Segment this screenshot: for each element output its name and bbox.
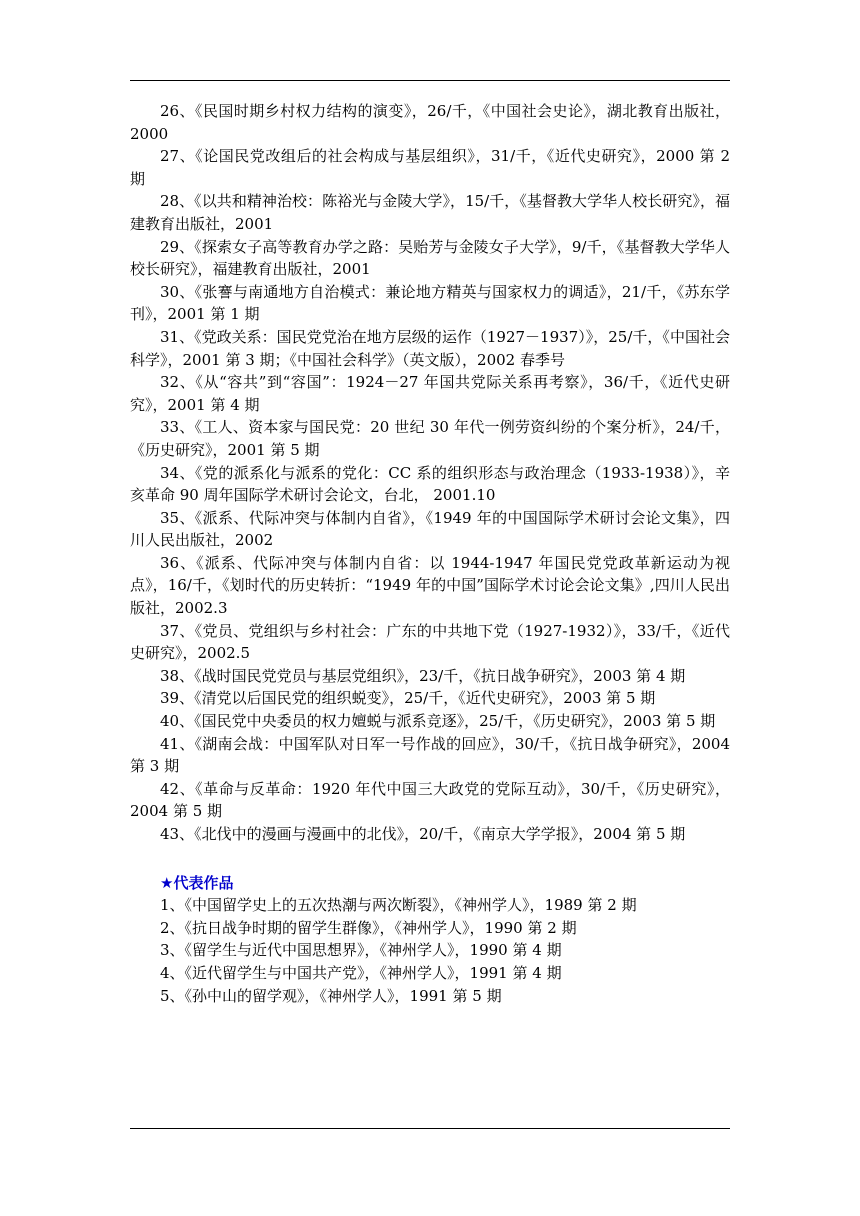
representative-works-list	[130, 894, 730, 1007]
document-body	[130, 100, 730, 1007]
section-spacer	[130, 846, 730, 872]
publication-entry: 42、《革命与反革命：1920 年代中国三大政党的党际互动》，30/千，《历史研究》，2004 第 5 期	[130, 779, 730, 821]
section-heading-representative-works	[160, 872, 730, 895]
publication-entry: 39、《清党以后国民党的组织蜕变》，25/千，《近代史研究》，2003 第 5 期	[160, 689, 656, 708]
representative-work-item: 1、《中国留学史上的五次热潮与两次断裂》，《神州学人》，1989 第 2 期	[160, 896, 637, 915]
publication-entry: 43、《北伐中的漫画与漫画中的北伐》，20/千，《南京大学学报》，2004 第 5 期	[160, 825, 686, 843]
footer-rule	[130, 1128, 730, 1129]
representative-work-item: 3、《留学生与近代中国思想界》，《神州学人》，1990 第 4 期	[160, 941, 562, 960]
publication-entry: 34、《党的派系化与派系的党化：CC 系的组织形态与政治理念（1933-1938）》，辛亥革命 90 周年国际学术研讨会论文，台北， 2001.10	[130, 463, 730, 505]
publication-entry: 26、《民国时期乡村权力结构的演变》，26/千，《中国社会史论》，湖北教育出版社，2000	[130, 102, 730, 143]
publication-entry: 32、《从“容共”到“容国”：1924－27 年国共党际关系再考察》，36/千，《近代史研究》，2001 第 4 期	[130, 373, 730, 414]
publication-entry: 36、《派系、代际冲突与体制内自省：以 1944-1947 年国民党党政革新运动为视点》，16/千，《划时代的历史转折：“1949 年的中国”国际学术讨论会论文集》,四川人民出版社，2002.3	[130, 553, 730, 618]
star-icon: ★	[160, 873, 174, 892]
publication-entry: 41、《湖南会战：中国军队对日军一号作战的回应》，30/千，《抗日战争研究》，2004 第 3 期	[130, 734, 730, 776]
representative-work-item: 5、《孙中山的留学观》，《神州学人》，1991 第 5 期	[160, 986, 502, 1005]
publication-entry: 29、《探索女子高等教育办学之路：吴贻芳与金陵女子大学》，9/千，《基督教大学华人校长研究》，福建教育出版社，2001	[130, 237, 730, 279]
publication-entry: 33、《工人、资本家与国民党：20 世纪 30 年代一例劳资纠纷的个案分析》，24/千，《历史研究》，2001 第 5 期	[130, 418, 730, 459]
publication-list	[130, 100, 730, 846]
publication-entry: 35、《派系、代际冲突与体制内自省》，《1949 年的中国国际学术研讨会论文集》，四川人民出版社，2002	[130, 508, 730, 550]
section-heading-label: 代表作品	[173, 873, 234, 892]
publication-entry: 28、《以共和精神治校：陈裕光与金陵大学》，15/千，《基督教大学华人校长研究》，福建教育出版社，2001	[130, 192, 730, 233]
representative-work-item: 2、《抗日战争时期的留学生群像》，《神州学人》，1990 第 2 期	[160, 918, 577, 937]
representative-work-item: 4、《近代留学生与中国共产党》，《神州学人》，1991 第 4 期	[160, 963, 562, 982]
publication-entry: 30、《张謇与南通地方自治模式：兼论地方精英与国家权力的调适》，21/千，《苏东学刊》，2001 第 1 期	[130, 282, 730, 324]
publication-entry: 27、《论国民党改组后的社会构成与基层组织》，31/千，《近代史研究》，2000 第 2 期	[130, 147, 731, 188]
publication-entry: 31、《党政关系：国民党党治在地方层级的运作（1927－1937）》，25/千，《中国社会科学》，2001 第 3 期；《中国社会科学》（英文版），2002 春季号	[130, 327, 730, 369]
publication-entry: 37、《党员、党组织与乡村社会：广东的中共地下党（1927-1932）》，33/千，《近代史研究》，2002.5	[130, 621, 730, 663]
publication-entry: 38、《战时国民党党员与基层党组织》，23/千，《抗日战争研究》，2003 第 4 期	[160, 666, 686, 685]
header-rule	[130, 80, 730, 81]
publication-entry: 40、《国民党中央委员的权力嬗蜕与派系竞逐》，25/千，《历史研究》，2003 第 5 期	[160, 712, 716, 731]
